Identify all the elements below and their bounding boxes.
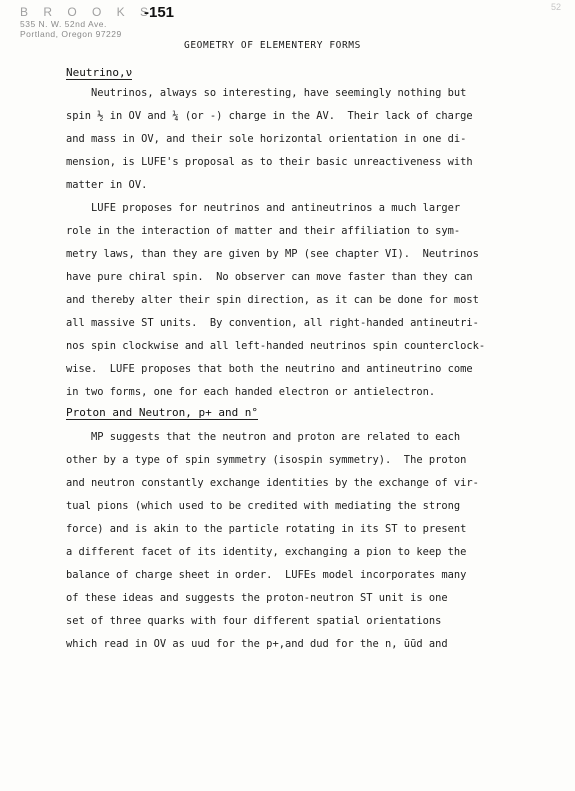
text-line: other by a type of spin symmetry (isospin symmetry). The proton [66, 454, 467, 466]
stamp-street: 535 N. W. 52nd Ave. [20, 18, 107, 29]
text-line: have pure chiral spin. No observer can move faster than they can [66, 271, 473, 283]
text-line: of these ideas and suggests the proton-neutron ST unit is one [66, 592, 448, 604]
page-number: -151 [144, 4, 175, 21]
text-line: Neutrinos, always so interesting, have seemingly nothing but [66, 87, 467, 99]
page-title: GEOMETRY OF ELEMENTERY FORMS [184, 40, 361, 51]
text-line: set of three quarks with four different spatial orientations [66, 615, 442, 627]
section-heading-proton-neutron: Proton and Neutron, p+ and n° [66, 406, 259, 419]
text-line: in two forms, one for each handed electron or antielectron. [66, 386, 436, 398]
text-line: role in the interaction of matter and their affiliation to sym- [66, 225, 461, 237]
text-line: balance of charge sheet in order. LUFEs model incorporates many [66, 569, 467, 581]
text-line: spin ½ in OV and ¼ (or -) charge in the AV. Their lack of charge [66, 110, 473, 122]
text-line: all massive ST units. By convention, all right-handed antineutri- [66, 317, 479, 329]
stamp-city: Portland, Oregon 97229 [20, 28, 122, 39]
text-line: nos spin clockwise and all left-handed neutrinos spin counterclock- [66, 340, 486, 352]
corner-mark: 52 [550, 2, 561, 12]
address-stamp [20, 6, 154, 39]
text-line: LUFE proposes for neutrinos and antineutrinos a much larger [66, 202, 461, 214]
stamp-name: B R O O K S [20, 5, 155, 19]
text-line: a different facet of its identity, exchanging a pion to keep the [66, 546, 467, 558]
text-line: which read in OV as uud for the p+,and dud for the n, ūūd and [66, 638, 448, 650]
text-line: mension, is LUFE's proposal as to their basic unreactiveness with [66, 156, 473, 168]
text-line: matter in OV. [66, 179, 148, 191]
text-line: and neutron constantly exchange identities by the exchange of vir- [66, 477, 479, 489]
text-line: tual pions (which used to be credited with mediating the strong [66, 500, 461, 512]
text-line: force) and is akin to the particle rotating in its ST to present [66, 523, 467, 535]
text-line: metry laws, than they are given by MP (see chapter VI). Neutrinos [66, 248, 479, 260]
text-line: and mass in OV, and their sole horizontal orientation in one di- [66, 133, 467, 145]
text-line: wise. LUFE proposes that both the neutrino and antineutrino come [66, 363, 473, 375]
text-line: MP suggests that the neutron and proton are related to each [66, 431, 461, 443]
text-line: and thereby alter their spin direction, as it can be done for most [66, 294, 479, 306]
section-heading-neutrino: Neutrino,ν [66, 66, 133, 79]
